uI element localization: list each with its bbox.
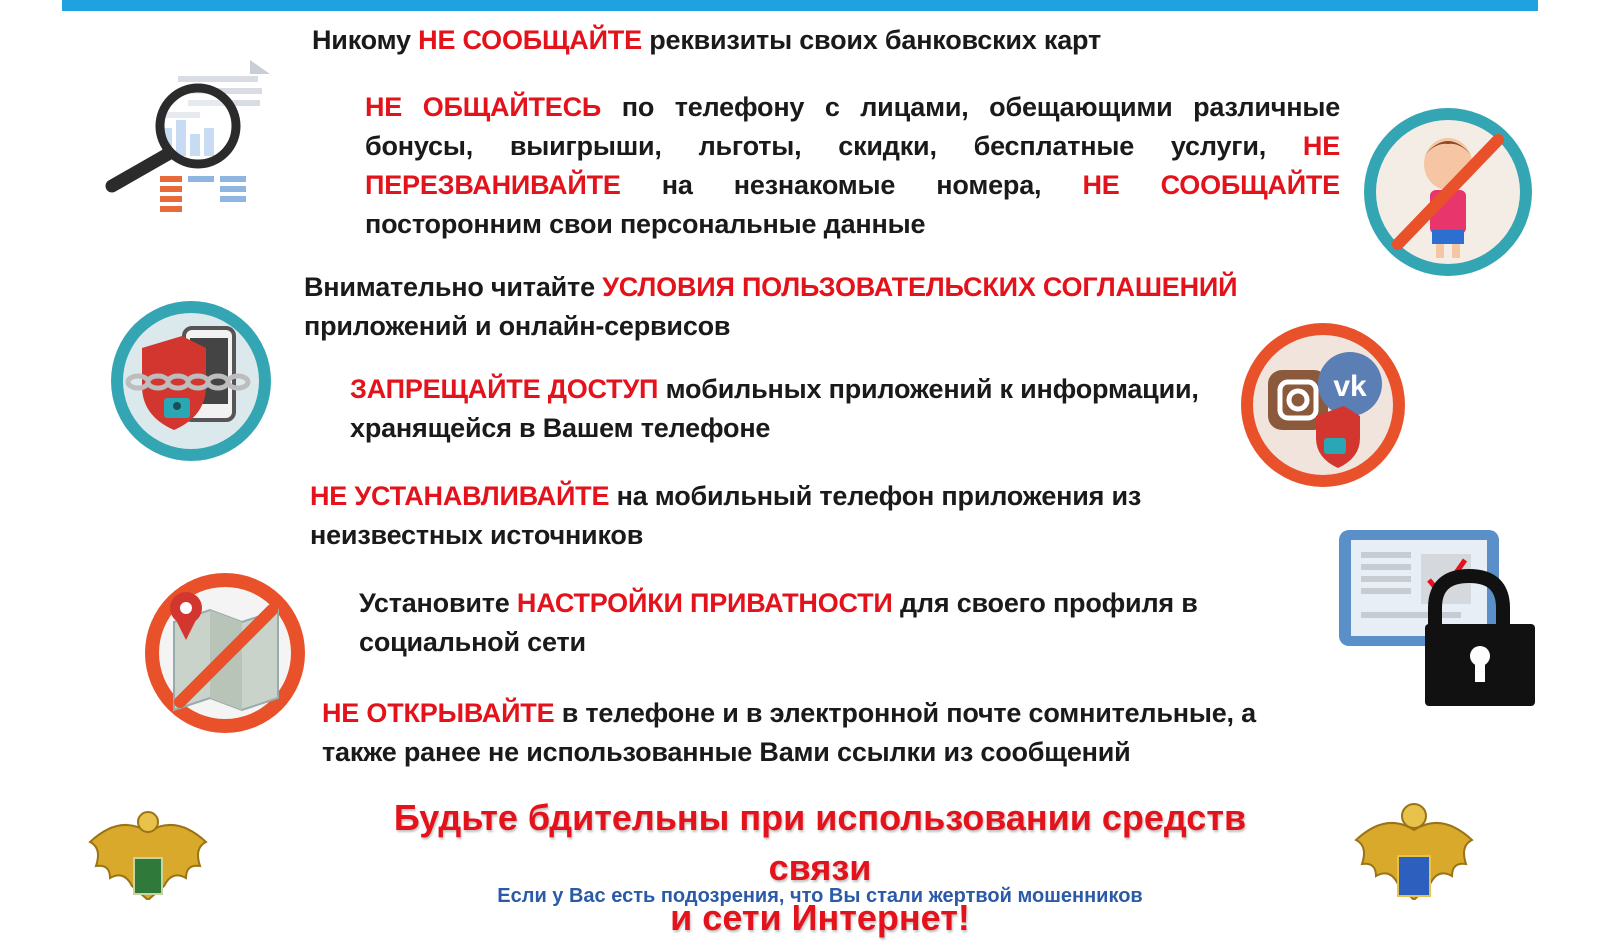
tip-unknown-sources: [310, 477, 1210, 555]
tip-highlight: ЗАПРЕЩАЙТЕ ДОСТУП: [350, 374, 659, 404]
tip-highlight: НЕ ОБЩАЙТЕСЬ: [365, 92, 602, 122]
tip-highlight: НЕ СООБЩАЙТЕ: [1082, 170, 1340, 200]
tip-text: реквизиты своих банковских карт: [641, 25, 1102, 55]
tip-highlight: НЕ УСТАНАВЛИВАЙТЕ: [310, 481, 610, 511]
tip-text: на мобильный телефон приложения из неизвестных источников: [310, 481, 1142, 550]
tip-highlight: НЕ ОТКРЫВАЙТЕ: [322, 698, 555, 728]
tip-text: для своего профиля в социальной сети: [359, 588, 1198, 657]
magnifier-icon: [100, 58, 280, 218]
top-accent-bar: [62, 0, 1538, 11]
social-apps-lock-icon: [1238, 320, 1408, 490]
crying-child-prohibited-icon: [1360, 104, 1536, 280]
warning-heading: [340, 793, 1300, 943]
tip-text: посторонним свои персональные данные: [365, 209, 926, 239]
tip-bank-cards: [312, 21, 1212, 60]
tip-text: в телефоне и в электронной почте сомнительные, а также ранее не использованные Вами ссылки из сообщений: [322, 698, 1256, 767]
tip-text: приложений и онлайн-сервисов: [304, 311, 731, 341]
tip-text: Никому: [312, 25, 419, 55]
tablet-padlock-icon: [1337, 528, 1537, 710]
warning-line-2: и сети Интернет!: [670, 897, 970, 938]
tip-privacy-settings: [359, 584, 1259, 662]
contact-line: Если у Вас есть подозрения, что Вы стали жертвой мошенников: [497, 885, 1143, 907]
phone-shield-lock-icon: [108, 298, 274, 464]
emblem-right: [1348, 800, 1480, 900]
tip-highlight: НЕ ПЕРЕЗВАНИВАЙТЕ: [365, 131, 1340, 200]
tip-suspicious-links: [322, 694, 1282, 772]
tip-text: на незнакомые номера,: [620, 170, 1083, 200]
tip-app-access: [350, 370, 1250, 448]
tip-text: мобильных приложений к информации, хранящейся в Вашем телефоне: [350, 374, 1199, 443]
emblem-left: [80, 808, 216, 900]
tip-phone-calls: [365, 88, 1340, 244]
tip-text: Установите: [359, 588, 517, 618]
map-prohibited-icon: [140, 568, 310, 738]
tip-text: по телефону с лицами, обещающими различные бонусы, выигрыши, льготы, скидки, бесплатные услуги,: [365, 92, 1341, 161]
tip-user-agreements: [304, 268, 1304, 346]
warning-line-1: Будьте бдительны при использовании средств связи: [393, 797, 1247, 888]
tip-highlight: УСЛОВИЯ ПОЛЬЗОВАТЕЛЬСКИХ СОГЛАШЕНИЙ: [602, 272, 1238, 302]
tip-highlight: НАСТРОЙКИ ПРИВАТНОСТИ: [516, 588, 893, 618]
tip-text: Внимательно читайте: [304, 272, 603, 302]
svg-text:vk: vk: [1333, 370, 1367, 403]
tip-highlight: НЕ СООБЩАЙТЕ: [418, 25, 642, 55]
